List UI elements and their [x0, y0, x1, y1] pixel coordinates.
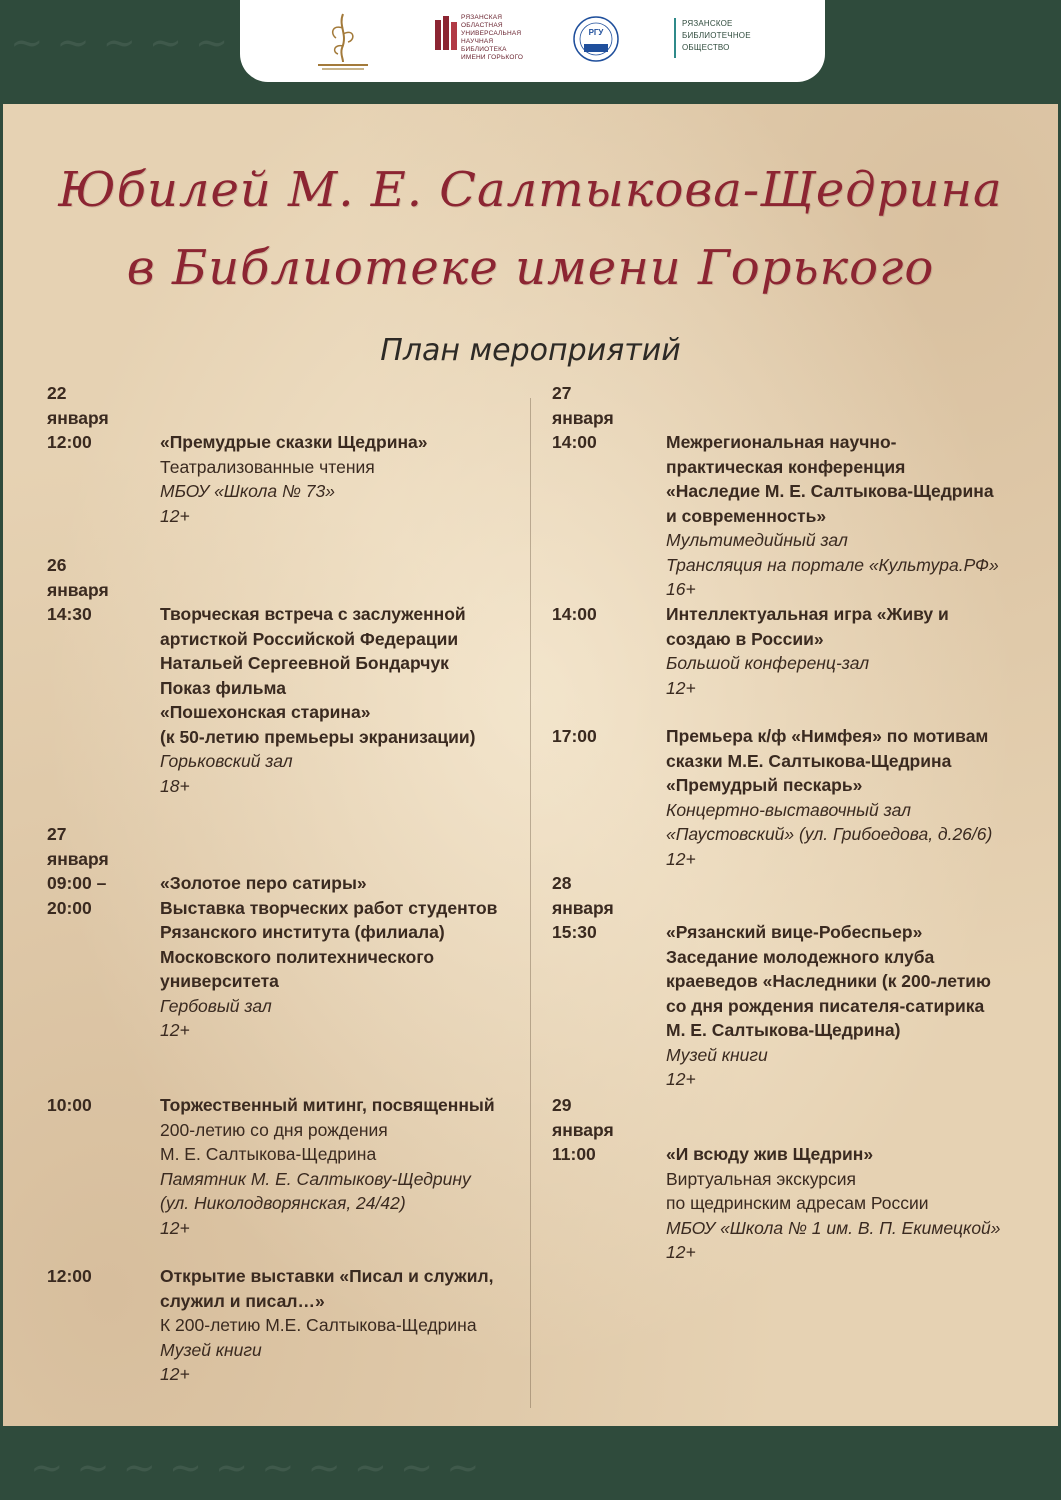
event-time-end: 20:00: [47, 897, 92, 918]
event-venue: МБОУ «Школа № 1 им. В. П. Екимецкой»: [666, 1217, 1001, 1238]
event-time-start: 09:00 –: [47, 873, 107, 893]
day-heading: 27 января: [47, 824, 109, 869]
event-line: артисткой Российской Федерации: [160, 628, 459, 649]
library-logo: [435, 14, 525, 68]
library-text-1: РЯЗАНСКАЯ: [461, 14, 503, 21]
event-line: Открытие выставки «Писал и служил,: [160, 1266, 494, 1286]
society-text-3: ОБЩЕСТВО: [682, 43, 730, 52]
event-address: (ул. Николодворянская, 24/42): [160, 1193, 406, 1213]
event-item: [666, 920, 991, 1092]
event-line: Показ фильма: [160, 677, 286, 698]
event-line: Творческая встреча с заслуженной: [160, 604, 466, 624]
event-item: [160, 430, 428, 528]
ministry-logo: [308, 8, 378, 72]
event-line: 200-летию со дня рождения: [160, 1119, 388, 1140]
event-item: [160, 1093, 495, 1240]
society-text-1: РЯЗАНСКОЕ: [682, 19, 733, 28]
event-time: 15:30: [552, 922, 597, 942]
column-divider: [530, 398, 531, 1408]
event-line: «Премудрые сказки Щедрина»: [160, 432, 428, 452]
event-line: Рязанского института (филиала): [160, 922, 445, 942]
event-time: 12:00: [47, 432, 92, 452]
event-line: Премьера к/ф «Нимфея» по мотивам: [666, 726, 989, 746]
event-age: 16+: [666, 579, 696, 599]
event-item: [160, 1264, 493, 1387]
event-line: «Рязанский вице-Робеспьер»: [666, 922, 923, 942]
rgu-seal-logo: [572, 14, 620, 64]
event-time: 11:00: [552, 1144, 596, 1164]
library-text-3: УНИВЕРСАЛЬНАЯ: [461, 30, 522, 37]
event-venue: Музей книги: [666, 1044, 768, 1065]
event-line: Виртуальная экскурсия: [666, 1168, 857, 1189]
day-heading: 26 января: [47, 555, 109, 600]
event-line: Московского политехнического: [160, 946, 435, 967]
day-heading: 22 января: [47, 383, 109, 428]
event-address: «Паустовский» (ул. Грибоедова, д.26/6): [666, 824, 993, 844]
event-line: служил и писал…»: [160, 1290, 325, 1311]
handwriting-decoration-bottom: ~ ~ ~ ~ ~ ~ ~ ~ ~ ~: [30, 1445, 480, 1491]
event-line: Театрализованные чтения: [160, 456, 375, 477]
event-line: М. Е. Салтыкова-Щедрина): [666, 1020, 901, 1040]
event-age: 12+: [666, 1069, 696, 1089]
event-time: 17:00: [552, 726, 597, 746]
event-time: 10:00: [47, 1095, 92, 1115]
event-item: [666, 430, 999, 602]
event-age: 12+: [160, 1217, 190, 1238]
event-venue: Большой конференц-зал: [666, 653, 870, 673]
event-line: краеведов «Наследники (к 200-летию: [666, 971, 991, 991]
logo-bar: [240, 0, 825, 82]
event-age: 12+: [666, 1242, 696, 1262]
event-age: 12+: [666, 848, 696, 869]
event-line: Заседание молодежного клуба: [666, 946, 935, 967]
event-line: К 200-летию М.Е. Салтыкова-Щедрина: [160, 1315, 477, 1335]
event-line: и современность»: [666, 505, 827, 526]
library-text-2: ОБЛАСТНАЯ: [461, 22, 503, 29]
library-text-6: ИМЕНИ ГОРЬКОГО: [461, 54, 524, 61]
event-venue: Памятник М. Е. Салтыкову-Щедрину: [160, 1168, 471, 1189]
title-line-2: в Библиотеке имени Горького: [126, 240, 935, 296]
event-line: М. Е. Салтыкова-Щедрина: [160, 1144, 377, 1164]
event-venue: Музей книги: [160, 1339, 262, 1360]
event-broadcast: Трансляция на портале «Культура.РФ»: [666, 554, 999, 575]
event-line: университета: [160, 971, 279, 991]
day-heading: 28 января: [552, 873, 614, 918]
event-age: 12+: [160, 1020, 190, 1040]
library-text-5: БИБЛИОТЕКА: [461, 46, 507, 53]
event-item: [160, 871, 497, 1043]
event-time: 14:00: [552, 432, 597, 452]
day-heading: 27 января: [552, 383, 614, 428]
event-line: создаю в России»: [666, 628, 824, 649]
society-text-2: БИБЛИОТЕЧНОЕ: [682, 31, 751, 40]
event-line: «Наследие М. Е. Салтыкова-Щедрина: [666, 481, 994, 501]
event-line: «Премудрый пескарь»: [666, 775, 863, 795]
event-age: 12+: [160, 1364, 190, 1384]
event-item: [666, 1142, 1001, 1265]
event-line: со дня рождения писателя-сатирика: [666, 995, 985, 1016]
event-line: по щедринским адресам России: [666, 1193, 929, 1213]
event-line: Выставка творческих работ студентов: [160, 897, 498, 918]
event-line: «И всюду жив Щедрин»: [666, 1144, 874, 1164]
event-age: 12+: [666, 677, 696, 698]
day-heading: 29 января: [552, 1095, 614, 1140]
event-venue: МБОУ «Школа № 73»: [160, 481, 335, 501]
event-line: (к 50-летию премьеры экранизации): [160, 726, 476, 747]
event-venue: Концертно-выставочный зал: [666, 799, 911, 820]
handwriting-decoration-top: ~ ~ ~ ~ ~: [10, 20, 229, 66]
society-logo: [674, 18, 774, 62]
event-line: сказки М.Е. Салтыкова-Щедрина: [666, 750, 952, 771]
event-venue: Мультимедийный зал: [666, 530, 848, 550]
library-text-4: НАУЧНАЯ: [461, 38, 494, 45]
event-line: Интеллектуальная игра «Живу и: [666, 604, 949, 624]
event-venue: Горьковский зал: [160, 751, 293, 771]
event-line: «Пошехонская старина»: [160, 702, 371, 722]
event-time: 12:00: [47, 1266, 92, 1286]
rgu-text: РГУ: [588, 28, 604, 37]
title-line-1: Юбилей М. Е. Салтыкова-Щедрина: [58, 162, 1003, 218]
event-item: [160, 602, 475, 798]
subtitle: План мероприятий: [380, 333, 681, 368]
event-time: 14:00: [552, 604, 597, 624]
event-venue: Гербовый зал: [160, 995, 272, 1016]
event-item: [666, 724, 992, 871]
event-age: 18+: [160, 775, 190, 796]
event-line: «Золотое перо сатиры»: [160, 873, 367, 893]
event-line: практическая конференция: [666, 456, 906, 477]
event-item: [666, 602, 949, 700]
event-line: Торжественный митинг, посвященный: [160, 1095, 495, 1115]
event-age: 12+: [160, 505, 190, 526]
event-line: Натальей Сергеевной Бондарчук: [160, 653, 449, 673]
event-time: 14:30: [47, 604, 92, 624]
event-time: [47, 871, 106, 920]
event-line: Межрегиональная научно-: [666, 432, 897, 452]
